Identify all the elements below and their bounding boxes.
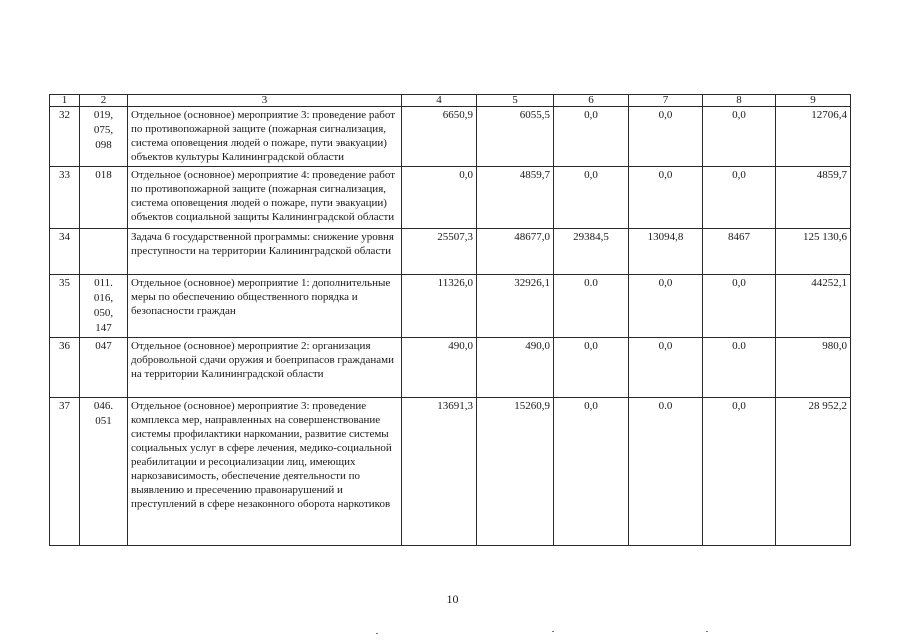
table-body	[50, 95, 851, 546]
scan-speck	[706, 631, 708, 632]
value-col6-cell: 0,0	[554, 167, 629, 229]
value-col5-cell: 4859,7	[477, 167, 554, 229]
header-cell-8: 8	[703, 95, 776, 107]
row-number-cell: 34	[50, 229, 80, 275]
header-cell-2: 2	[80, 95, 128, 107]
table-row	[50, 229, 851, 275]
value-col7-cell: 13094,8	[629, 229, 703, 275]
value-col4-cell: 25507,3	[402, 229, 477, 275]
table-row	[50, 107, 851, 167]
value-col8-cell: 0,0	[703, 275, 776, 338]
row-number-cell: 37	[50, 398, 80, 546]
value-col8-cell: 0,0	[703, 398, 776, 546]
description-cell: Отдельное (основное) мероприятие 1: дополнительные меры по обеспечению общественного порядка и безопасности граждан	[128, 275, 402, 338]
value-col8-cell: 0,0	[703, 167, 776, 229]
header-cell-6: 6	[554, 95, 629, 107]
value-col5-cell: 490,0	[477, 338, 554, 398]
value-col4-cell: 13691,3	[402, 398, 477, 546]
budget-code-cell: 011. 016, 050, 147	[80, 275, 128, 338]
value-col9-cell: 4859,7	[776, 167, 851, 229]
table-row	[50, 167, 851, 229]
page-number: 10	[446, 592, 459, 606]
budget-code-cell: 047	[80, 338, 128, 398]
description-cell: Отдельное (основное) мероприятие 3: проведение комплекса мер, направленных на совершенствование системы профилактики наркомании, развитие системы социальных услуг в сфере лечения, медико-социальной реабилитации и ресоциализации лиц, имеющих наркозависимость, обеспечение деятельности по выявлению и пресечению правонарушений и преступлений в сфере незаконного оборота наркотиков	[128, 398, 402, 546]
value-col6-cell: 0.0	[554, 275, 629, 338]
budget-table	[49, 94, 851, 546]
value-col5-cell: 32926,1	[477, 275, 554, 338]
table-row	[50, 338, 851, 398]
value-col7-cell: 0,0	[629, 167, 703, 229]
value-col5-cell: 48677,0	[477, 229, 554, 275]
value-col4-cell: 11326,0	[402, 275, 477, 338]
value-col7-cell: 0,0	[629, 107, 703, 167]
value-col9-cell: 12706,4	[776, 107, 851, 167]
value-col9-cell: 44252,1	[776, 275, 851, 338]
row-number-cell: 32	[50, 107, 80, 167]
value-col7-cell: 0,0	[629, 275, 703, 338]
value-col8-cell: 8467	[703, 229, 776, 275]
value-col4-cell: 6650,9	[402, 107, 477, 167]
budget-code-cell: 018	[80, 167, 128, 229]
description-cell: Задача 6 государственной программы: снижение уровня преступности на территории Калининградской области	[128, 229, 402, 275]
header-cell-4: 4	[402, 95, 477, 107]
budget-code-cell: 046. 051	[80, 398, 128, 546]
row-number-cell: 36	[50, 338, 80, 398]
header-cell-7: 7	[629, 95, 703, 107]
header-cell-1: 1	[50, 95, 80, 107]
scan-speck	[376, 633, 378, 634]
value-col4-cell: 0,0	[402, 167, 477, 229]
table-row	[50, 275, 851, 338]
value-col9-cell: 980,0	[776, 338, 851, 398]
value-col8-cell: 0,0	[703, 107, 776, 167]
value-col5-cell: 15260,9	[477, 398, 554, 546]
value-col9-cell: 125 130,6	[776, 229, 851, 275]
value-col9-cell: 28 952,2	[776, 398, 851, 546]
value-col6-cell: 0,0	[554, 398, 629, 546]
value-col5-cell: 6055,5	[477, 107, 554, 167]
value-col6-cell: 0,0	[554, 107, 629, 167]
value-col7-cell: 0.0	[629, 398, 703, 546]
header-cell-9: 9	[776, 95, 851, 107]
row-number-cell: 33	[50, 167, 80, 229]
table-row	[50, 398, 851, 546]
header-row	[50, 95, 851, 107]
header-cell-5: 5	[477, 95, 554, 107]
value-col8-cell: 0.0	[703, 338, 776, 398]
description-cell: Отдельное (основное) мероприятие 2: организация добровольной сдачи оружия и боеприпасов гражданами на территории Калининградской области	[128, 338, 402, 398]
scan-speck	[552, 631, 554, 632]
budget-code-cell	[80, 229, 128, 275]
row-number-cell: 35	[50, 275, 80, 338]
value-col6-cell: 29384,5	[554, 229, 629, 275]
value-col7-cell: 0,0	[629, 338, 703, 398]
header-cell-3: 3	[128, 95, 402, 107]
description-cell: Отдельное (основное) мероприятие 4: проведение работ по противопожарной защите (пожарная сигнализация, система оповещения людей о пожаре, пути эвакуации) объектов социальной защиты Калининградской области	[128, 167, 402, 229]
value-col4-cell: 490,0	[402, 338, 477, 398]
budget-code-cell: 019, 075, 098	[80, 107, 128, 167]
value-col6-cell: 0,0	[554, 338, 629, 398]
description-cell: Отдельное (основное) мероприятие 3: проведение работ по противопожарной защите (пожарная сигнализация, система оповещения людей о пожаре, пути эвакуации) объектов культуры Калининградской области	[128, 107, 402, 167]
